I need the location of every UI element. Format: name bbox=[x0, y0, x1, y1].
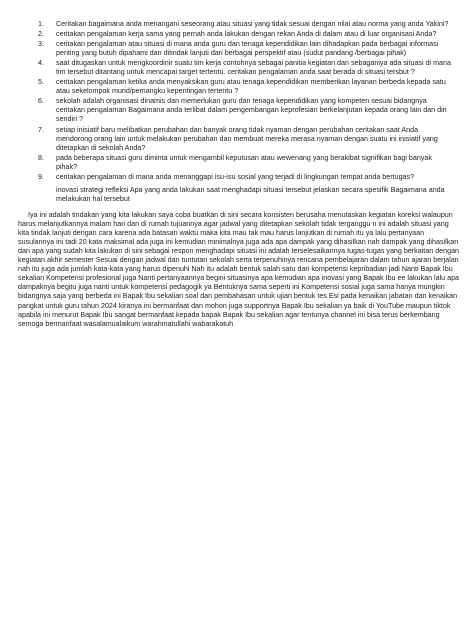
item-number: 5. bbox=[38, 78, 44, 87]
list-item bbox=[38, 40, 454, 58]
item-number: 3. bbox=[38, 40, 44, 49]
item-number: 4. bbox=[38, 59, 44, 68]
list-item bbox=[38, 97, 454, 124]
item-text: ceritakan pengalaman kerja sama yang pernah anda lakukan dengan rekan Anda di dalam atau di luar organisasi Anda? bbox=[56, 30, 437, 39]
item-text: ceritakan pengalaman di mana anda menanggapi isu-isu sosial yang terjadi di lingkungan tempat anda bertugas? bbox=[56, 172, 415, 181]
item-number: 6. bbox=[38, 97, 44, 106]
item-text: ceritakan pengalaman ketika anda menyaksikan guru atau tenaga kependidikan memberikan layanan berbeda kepada satu atau sekelompok murid/pemangku kepentingan tertentu ? bbox=[56, 78, 446, 96]
item-text: ceritakan pengalaman atau situasi di mana anda guru dan tenaga kependidikan lain dihadapkan pada berbagai informasi penting yang butuh dipahami dan ditindak lanjuti dari berbagai perspektif atau (sudut pandang /berbagai pihak) bbox=[56, 40, 439, 58]
item-number: 1. bbox=[38, 20, 44, 28]
answer-paragraph: Iya ini adalah tindakan yang kita lakukan saya coba buatkan di sini secara konsisten berusaha menutaskan kegiatan koreksi walaupun harus melanjutkannya malam hari dan di rumah tujuannya agar jadwal yang ditetapkan sekolah tidak terganggu n ini adalah situasi yang kita tindak lanjuti dengan cara karena ada batasan waktu maka kita mau tak mau harus lanjutkan di rumah itu ya lalu pertanyaan susulannya ini tadi 20 kata maksimal ada juga ini kemudian minimalnya juga ada apa dampak yang dihasilkan nah dampak yang dihasilkan dari apa yang sudah kita lakukan di sini sebagai respon menghadapi situasi ini adalah terselesaikannya tugas-tugas yang berkaitan dengan kegiatan akhir semester Sesuai dengan jadwal dan tuntutan sekolah serta terpenuhinya rencana pembelajaran dalam tahun ajaran berjalan nah itu juga ada jumlah kata-kata yang harus dipenuhi Nah itu adalah bentuk salah satu dari kompetensi kepribadian jadi Nanti Bapak Ibu sekalian Kompetensi profesional juga Nanti pertanyaannya begini situasinya apa kemudian apa inovasi yang Bapak Ibu ee lakukan lalu apa dampaknya begitu juga nanti untuk kompetensi pedagogik ya Bentuknya sama seperti ini Kompetensi sosial juga sama hanya mungkin bidangnya saja yang berbeda ini Bapak Ibu sekalian soal dan pembahasan untuk ujian bentuk tes Esi pada kenaikan jabatan dan kenaikan pangkat untuk guru tahun 2024 kiranya ini bermanfaat dan mohon juga supportnya Bapak Ibu sekalian ya baik di YouTube maupun tiktok apabila ini menurut Bapak Ibu sangat bermanfaat kepada bapak Bapak Ibu sekalian agar tentunya channel ini bisa terus berkembang semoga bermanfaat wasalamualaikum warahmatullahi wabarakatuh bbox=[18, 211, 460, 328]
question-list bbox=[38, 20, 454, 182]
item-text: Ceritakan bagaimana anda menangani seseorang atau situasi yang tidak sesuai dengan nilai atau norma yang anda Yakini? bbox=[56, 20, 449, 28]
reflection-prompt: inovasi strategi refleksi Apa yang anda lakukan saat menghadapi situasi tersebut jelaskan secara spesifik Bagaimana anda melakukan hal tersebut bbox=[56, 185, 445, 203]
list-item bbox=[38, 126, 454, 153]
list-item bbox=[38, 59, 454, 77]
list-item bbox=[38, 20, 454, 29]
item-text: saat ditugaskan untuk mengkoordinir suatu tim kerja contohnya sebagai panitia kegiatan dan sebaganiya ada situasi di mana tim tersebut ditantang untuk mencapai target tertentu. ceritakan pengalaman anda saat berada di situasi tersbut ? bbox=[56, 59, 451, 77]
item-number: 7. bbox=[38, 125, 44, 134]
item-text: setiap inisiatif baru melibatkan perubahan dan banyak orang tidak nyaman dengan perubahan ceritakan saat Anda mendorong orang lain untuk melakukan perubahan dan membuat mereka merasa nyaman dengan suatu ini inisiatif yang ditetapkan di sekolah Anda? bbox=[56, 125, 438, 152]
item-text: sekolah adalah organisasi dinamis dan memerlukan guru dan tenaga kependidikan yang kompeten sesuai bidangnya ceritakan pengalaman Bagaimana anda terlibat dalam pengembangan keprofesian berkelanjutan kepada orang lain dan diri sendiri ? bbox=[56, 97, 447, 124]
item-text: pada beberapa situasi guru diminta untuk mengambil keputusan atau wewenang yang berakibat signifikan bagi banyak pihak? bbox=[56, 153, 432, 171]
item-number: 8. bbox=[38, 153, 44, 162]
list-item bbox=[38, 173, 454, 182]
item-number: 9. bbox=[38, 172, 44, 181]
list-item bbox=[38, 154, 454, 172]
item-number: 2. bbox=[38, 30, 44, 39]
list-item bbox=[38, 78, 454, 96]
list-item bbox=[38, 30, 454, 39]
